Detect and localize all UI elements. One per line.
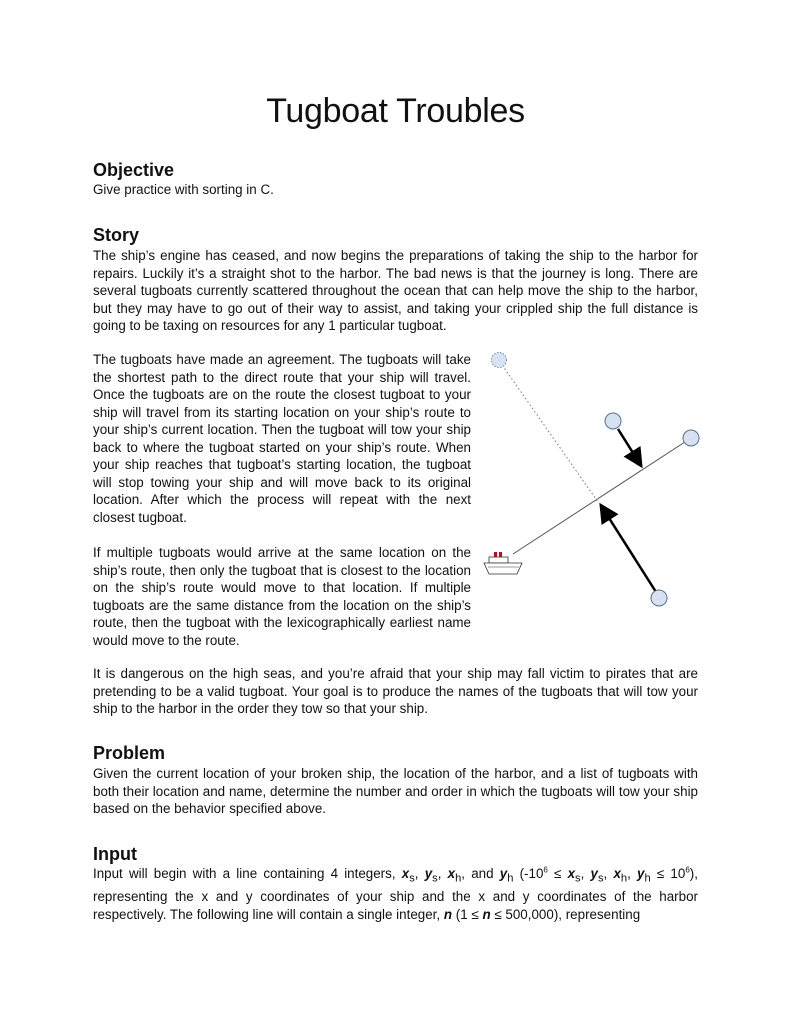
tug-arrow-upper [618,429,640,464]
tugboat-icon [651,590,667,606]
story-paragraph-1: The ship’s engine has ceased, and now begins the preparations of taking the ship to the harbor for repairs. Luckily it’s a straight shot to the harbor. The bad news is that the journey is long. There are several tugboats currently scattered throughout the ocean that can help move the ship to the harbor, but they may have to go out of their way to assist, and taking your crippled ship the full distance is going to be taxing on resources for any 1 particular tugboat. [93,248,698,333]
story-paragraph-4: It is dangerous on the high seas, and you’re afraid that your ship may fall victim to pirates that are pretending to be a valid tugboat. Your goal is to produce the names of the tugboats that will tow your ship to the harbor in the order they tow so that your ship. [93,666,698,716]
page-title: Tugboat Troubles [266,92,525,130]
ship-route-line [513,440,688,554]
tugboat-diagram [480,346,720,616]
story-heading: Story [93,225,140,245]
objective-heading: Objective [93,160,175,180]
story-paragraph-2: The tugboats have made an agreement. The tugboats will take the shortest path to the direct route that your ship will travel. Once the tugboats are on the route the closest tugboat to your ship will travel from its starting location on your ship’s route to your ship’s current location. Then the tugboat will tow your ship back to where the tugboat started on your ship’s route. When your ship reaches that tugboat’s starting location, the tugboat will stop towing your ship and will move back to its original location. After which the process will repeat with the next closest tugboat. [93,352,471,525]
tugboat-icon [683,430,699,446]
tugboat-icon [605,413,621,429]
problem-heading: Problem [93,743,166,763]
tug-path-dotted [500,362,598,502]
tugboat-icon [492,353,507,368]
ship-icon [484,552,522,574]
input-text: Input will begin with a line containing 4 integers, $x_s$, $y_s$, $x_h$, and $y_h$ ($-10^6 \le x_s$, $y_s$, $x_h$, $y_h \le 10^6$), representing the x and y coordinates of your ship and the x and y coordinates of the harbor respectively. The following line will contain a single integer, n (1 ≤ n ≤ 500,000), representing [93,865,698,922]
objective-text: Give practice with sorting in C. [93,182,274,197]
problem-text: Given the current location of your broken ship, the location of the harbor, and a list of tugboats with both their location and name, determine the number and order in which the tugboats will tow your ship based on the behavior specified above. [93,766,698,816]
story-paragraph-3: If multiple tugboats would arrive at the same location on the ship’s route, then only the tugboat that is closest to the location on the ship’s route would move to that location. If multiple tugboats are the same distance from the location on the ship’s route, then the tugboat with the lexicographically earliest name would move to the route. [93,545,471,648]
tug-arrow-lower [602,507,656,592]
input-heading: Input [93,844,137,864]
